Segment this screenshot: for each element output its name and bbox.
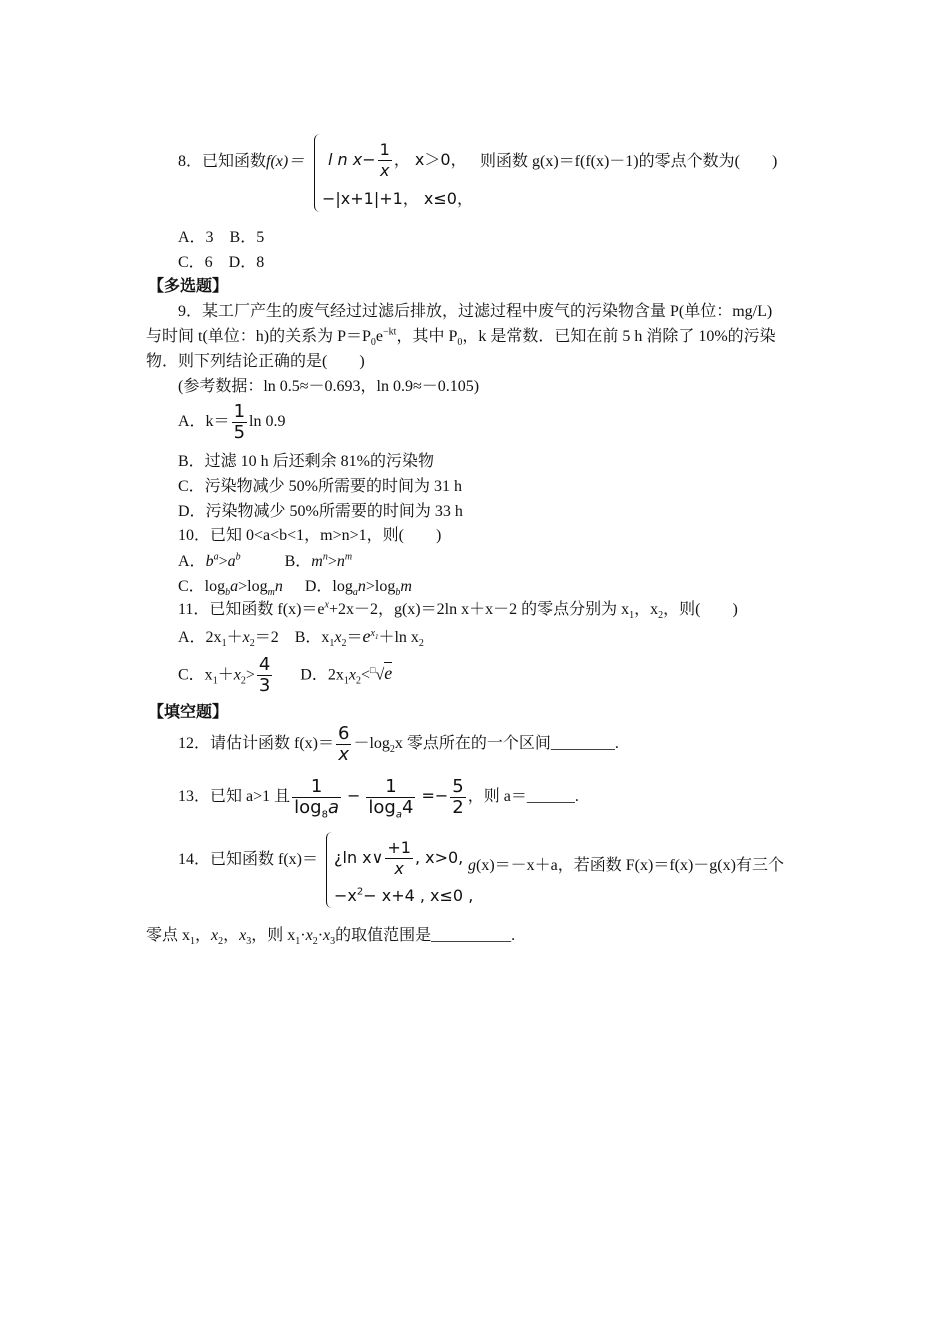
q13: 13．已知 a>1 且 $\frac{1}{\log_8a}$ − $\frac{1}{\log_a4}$ =− $\frac{5}{2}$ ，则 a＝______.	[178, 775, 579, 821]
q14-tail: g(x)＝－x＋a，若函数 F(x)＝f(x)－g(x)有三个	[468, 857, 784, 874]
q8-piece2: −|x+1|+1， x≤0，	[322, 189, 473, 208]
q8-options-ab: A．3 B．5	[178, 229, 265, 246]
q14-stem: 14．已知函数 f(x)＝	[178, 851, 318, 868]
q9-line3: 物．则下列结论正确的是( )	[146, 353, 365, 370]
q11-stem: 11．已知函数 $f(x)=e^x+2x-2$，g(x)＝2ln x＋x－2 的零点分别为 $x_1$，$x_2$，则( )	[178, 599, 738, 622]
q9-line2: 与时间 t(单位：h)的关系为 $P=P_0e^{-kt}$，其中 $P_0$，k 是常数．已知在前 5 h 消除了 10%的污染	[146, 326, 776, 349]
q8-tail: 则函数 g(x)＝f(f(x)－1)的零点个数为( )	[480, 153, 778, 170]
q14-piece2: $-x^2- x+4$ , x≤0 ,	[334, 886, 474, 905]
q8-stem: 8．已知函数f(x)＝	[178, 153, 305, 170]
q9-line1: 9．某工厂产生的废气经过过滤后排放，过滤过程中废气的污染物含量 P(单位：mg/L)	[178, 303, 773, 320]
q8-options-cd: C．6 D．8	[178, 254, 265, 271]
q8-piece1: l n x− $\frac{1}{x}$ ， x＞0，	[328, 140, 467, 180]
q12: 12．请估计函数 f(x)＝ $\frac{6}{x}$ $-\log_2x$ 零点所在的一个区间________.	[178, 722, 619, 765]
q9-option-b: B．过滤 10 h 后还剩余 81%的污染物	[178, 453, 435, 470]
q14-piece1: ¿ln x∨ $\frac{+1}{x}$ , x>0,	[334, 838, 464, 878]
q10-stem: 10．已知 0<a<b<1，m>n>1，则( )	[178, 527, 442, 544]
q9-option-d: D．污染物减少 50%所需要的时间为 33 h	[178, 503, 463, 520]
q9-reference: (参考数据：ln 0.5≈－0.693，ln 0.9≈－0.105)	[178, 378, 480, 395]
section-multi-choice: 【多选题】	[148, 276, 229, 295]
q14-line2: 零点 $x_1$，$x_2$，$x_3$，则 $x_1\cdot x_2\cdot x_3$的取值范围是__________.	[146, 927, 516, 948]
q9-option-a: A．k＝ $\frac{1}{5}$ ln 0.9	[178, 400, 286, 443]
q11-options-ab: A．$2x_1+x_2=2$ B．$x_1x_2=e^{x_1}+\ln$ $x_2$	[178, 626, 424, 650]
section-fill-in: 【填空题】	[148, 702, 229, 721]
q10-options-ab: A．$b^a>a^b$ B．$m^n>n^m$	[178, 551, 353, 570]
q11-options-cd: C．$x_1+x_2>$ $\frac{4}{3}$ D．$2x_1x_2<^□√e$	[178, 654, 393, 697]
q9-option-c: C．污染物减少 50%所需要的时间为 31 h	[178, 478, 463, 495]
q10-options-cd: C．$\log_ba>\log_mn$ D．$\log_an>\log_bm$	[178, 578, 412, 599]
